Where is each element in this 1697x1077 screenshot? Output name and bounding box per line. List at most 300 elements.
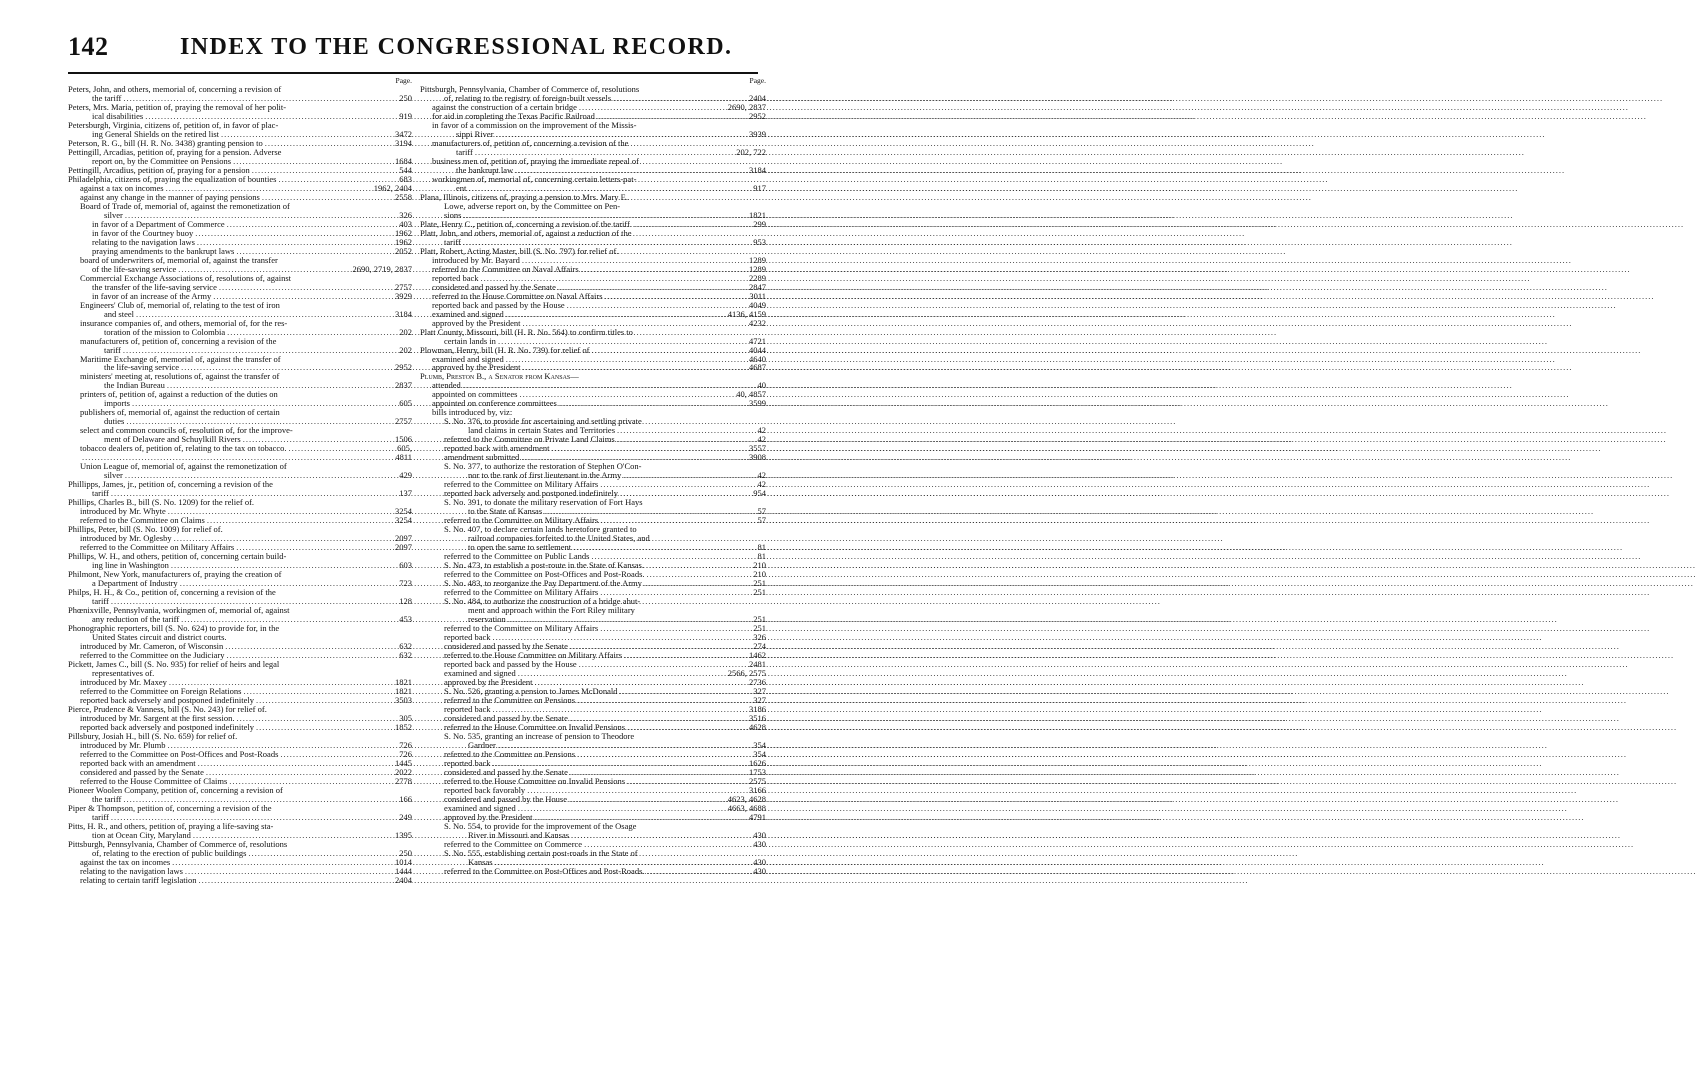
dot-leader — [634, 220, 740, 229]
entry-text: of the life-saving service — [92, 263, 177, 274]
entry-text: a Department of Industry — [92, 578, 178, 589]
entry-page-number: 919 — [399, 110, 412, 121]
entry-text: against the construction of a certain bridge — [432, 101, 577, 112]
dot-leader — [647, 867, 741, 876]
running-title: INDEX TO THE CONGRESSIONAL RECORD. — [180, 34, 733, 60]
entry-page-number: 3472 — [395, 128, 412, 139]
entry-page-number: 1821 — [749, 209, 766, 220]
entry-text: Phillips, Peter, bill (S. No. 1009) for relief of. — [68, 524, 223, 535]
entry-page-number: 3908 — [749, 452, 766, 463]
entry-text: business men of, petition of, praying the immediate repeal of — [432, 155, 640, 166]
entry-text: examined and signed — [432, 353, 504, 364]
entry-page-number: 4721 — [749, 335, 766, 346]
entry-page-number: 40 — [757, 380, 766, 391]
entry-text: S. No. 376, to provide for ascertaining and settling private — [444, 416, 642, 427]
entry-text: S. No. 407, to declare certain lands heretofore granted to — [444, 524, 637, 535]
entry-text: to the State of Kansas — [468, 506, 543, 517]
entry-page-number: 2404 — [749, 92, 766, 103]
entry-page-number: 327 — [753, 694, 766, 705]
entry-page-number: 2757 — [395, 416, 412, 427]
entry-text: tariff — [92, 596, 109, 607]
entry-text: representatives of. — [92, 667, 155, 678]
entry-text: referred to the Committee on Post-Offices and Post-Roads. — [444, 569, 645, 580]
entry-text: reported back and passed by the House — [432, 299, 565, 310]
entry-page-number: 274 — [753, 641, 766, 651]
entry-text: referred to the Committee on Post-Offices and Post-Roads — [80, 748, 279, 759]
entry-page-number: 3194 — [395, 137, 412, 148]
entry-text: any reduction of the tariff — [92, 614, 180, 625]
entry-text: referred to the Committee on Public Lands — [444, 551, 590, 562]
entry-page-number: 251 — [753, 578, 766, 589]
entry-text: S. No. 484, to authorize the construction of a bridge abut- — [444, 596, 641, 607]
entry-text: ministers' meeting at, resolutions of, against the transfer of — [80, 371, 280, 382]
entry-text: referred to the House Committee on Military Affairs — [444, 649, 623, 660]
entry-page-number: 4791 — [749, 811, 766, 822]
entry-page-number: 327 — [753, 685, 766, 696]
entry-text: introduced by Mr. Sargent at the first session. — [80, 712, 235, 723]
entry-text: attended — [432, 380, 461, 391]
entry-page-number: 2289 — [749, 272, 766, 283]
entry-page-number: 2690, 2719, 2837 — [352, 263, 412, 274]
entry-page-number: 2690, 2837 — [727, 101, 766, 112]
entry-text: referred to the House Committee of Claims — [80, 775, 228, 786]
entry-page-number: 3557 — [749, 443, 766, 454]
entry-page-number: 723 — [399, 578, 412, 589]
entry-text: examined and signed — [432, 308, 504, 319]
entry-page-number: 917 — [753, 182, 766, 193]
entry-text: Phœnixville, Pennsylvania, workingmen of, memorial of, against — [68, 605, 290, 616]
entry-text: of, relating to the erection of public buildings — [92, 847, 247, 858]
entry-text: land claims in certain States and Territories — [468, 425, 616, 436]
entry-page-number: 1962 — [395, 227, 412, 238]
dot-leader — [627, 723, 740, 732]
entry-text: approved by the President — [444, 676, 533, 687]
entry-page-number: 251 — [753, 587, 766, 598]
index-entry — [68, 876, 412, 885]
entry-text: referred to the Committee on Pensions — [444, 694, 576, 705]
entry-text: Lowe, adverse report on, by the Committee on Pen- — [444, 200, 621, 211]
entry-text: Phillips, W. H., and others, petition of, concerning certain build- — [68, 551, 287, 562]
entry-text: referred to the House Committee on Naval Affairs — [432, 290, 603, 301]
entry-page-number: 3939 — [749, 128, 766, 139]
entry-text: relating to the navigation laws — [80, 865, 183, 876]
entry-text: tariff — [92, 488, 109, 499]
entry-page-number: 953 — [753, 236, 766, 247]
entry-page-number: 128 — [399, 596, 412, 607]
index-column-right — [420, 76, 766, 1066]
entry-page-number: 1753 — [749, 766, 766, 777]
entry-text: tion at Ocean City, Maryland — [92, 829, 191, 840]
entry-text: Phillipps, James, jr., petition of, concerning a revision of the — [68, 479, 273, 490]
entry-page-number: 1289 — [749, 263, 766, 274]
entry-page-number: 42 — [757, 479, 766, 490]
entry-page-number: 42 — [757, 470, 766, 481]
entry-text: ing General Shields on the retired list — [92, 128, 219, 139]
entry-page-number: 42 — [757, 425, 766, 436]
entry-text: board of underwriters of, memorial of, against the transfer — [80, 254, 278, 265]
entry-text: select and common councils of, resolution of, for the improve- — [80, 425, 293, 436]
entry-page-number: 3929 — [395, 290, 412, 301]
entry-page-number: 2558 — [395, 191, 412, 202]
entry-text: Platt County, Missouri, bill (H. R. No. 564) to confirm titles to — [420, 326, 633, 337]
entry-text: reported back — [444, 703, 491, 714]
entry-text: Pettingill, Arcadias, petition of, praying for a pension. Adverse — [68, 146, 282, 157]
entry-text: against any change in the manner of paying pensions — [80, 191, 260, 202]
entry-page-number: 299 — [753, 218, 766, 229]
entry-text: the bankrupt law — [456, 164, 514, 175]
entry-page-number: 326 — [399, 209, 412, 220]
entry-text: considered and passed by the Senate — [444, 766, 568, 777]
entry-page-number: 2097 — [395, 542, 412, 553]
entry-page-number: 137 — [399, 488, 412, 499]
entry-text: S. No. 526, granting a pension to James McDonald — [444, 685, 618, 696]
entry-text: considered and passed by the Senate — [80, 766, 204, 777]
entry-text: workingmen of, memorial of, concerning certain letters-pat- — [432, 173, 637, 184]
entry-page-number: 544 — [399, 164, 412, 175]
entry-text: the tariff — [92, 92, 122, 103]
entry-page-number: 81 — [757, 542, 766, 553]
entry-text: Platt, John, and others, memorial of, against a reduction of the — [420, 227, 632, 238]
index-entry — [420, 867, 766, 876]
entry-text: S. No. 535, granting an increase of pension to Theodore — [444, 730, 635, 741]
entry-page-number: 1395 — [395, 829, 412, 840]
entry-page-number: 2952 — [395, 362, 412, 373]
entry-page-number: 2778 — [395, 775, 412, 786]
entry-page-number: 403 — [399, 218, 412, 229]
entry-page-number: 2757 — [395, 281, 412, 292]
entry-text: to open the same to settlement — [468, 542, 572, 553]
entry-page-number: 4640 — [749, 353, 766, 364]
entry-page-number: 430 — [753, 865, 766, 876]
entry-text: ment of Delaware and Schuylkill Rivers — [104, 434, 241, 445]
entry-text: introduced by Mr. Bayard — [432, 254, 520, 265]
entry-text: Maritime Exchange of, memorial of, against the transfer of — [80, 353, 281, 364]
entry-page-number: 250 — [399, 92, 412, 103]
entry-text: tariff — [104, 344, 121, 355]
entry-page-number: 3503 — [395, 694, 412, 705]
entry-page-number: 605, — [397, 443, 412, 454]
entry-text: reported back — [444, 757, 491, 768]
entry-text: Philadelphia, citizens of, praying the equalization of bounties — [68, 173, 277, 184]
entry-page-number: 42 — [757, 434, 766, 445]
entry-page-number: 2052 — [395, 245, 412, 256]
entry-text: considered and passed by the Senate — [444, 712, 568, 723]
entry-page-number: 4811 — [395, 452, 412, 463]
entry-page-number: 430 — [753, 838, 766, 849]
entry-text: Philmont, New York, manufacturers of, praying the creation of — [68, 569, 282, 580]
entry-page-number: 1014 — [395, 856, 412, 867]
entry-text: manufacturers of, petition of, concerning a revision of the — [432, 137, 629, 148]
entry-text: certain lands in — [444, 335, 496, 346]
entry-text: referred to the Committee on Private Land Claims — [444, 434, 615, 445]
entry-text: publishers of, memorial of, against the reduction of certain — [80, 407, 280, 418]
entry-text: referred to the House Committee on Invalid Pensions — [444, 775, 626, 786]
entry-text: ent — [456, 182, 467, 193]
entry-text: Piper & Thompson, petition of, concerning a revision of the — [68, 802, 272, 813]
entry-text: S. No. 391, to donate the military reservation of Fort Hays — [444, 497, 643, 508]
entry-page-number: 1289 — [749, 254, 766, 265]
dot-leader — [265, 139, 386, 148]
entry-page-number: 4663, 4688 — [727, 802, 766, 813]
entry-text: the tariff — [92, 793, 122, 804]
entry-text: S. No. 483, to reorganize the Pay Department of the Army — [444, 578, 642, 589]
entry-text: relating to certain tariff legislation — [80, 874, 197, 885]
entry-page-number: 3254 — [395, 506, 412, 517]
entry-text: referred to the Committee on Commerce — [444, 838, 583, 849]
page-number: 142 — [68, 32, 109, 61]
entry-page-number: 430 — [753, 856, 766, 867]
entry-text: tariff — [456, 146, 473, 157]
entry-text: introduced by Mr. Maxey — [80, 676, 167, 687]
entry-text: Plumb, Preston B., a Senator from Kansas— — [420, 371, 579, 382]
dot-leader — [198, 876, 386, 885]
entry-text: introduced by Mr. Whyte — [80, 506, 166, 517]
entry-text: approved by the President — [432, 317, 521, 328]
entry-page-number: 429 — [399, 470, 412, 481]
entry-text: referred to the Committee on Military Affairs — [444, 479, 599, 490]
entry-text: Phonographic reporters, bill (S. No. 624) to provide for, in the — [68, 623, 280, 634]
entry-text: duties — [104, 416, 125, 427]
dot-leader — [256, 696, 386, 705]
entry-page-number: 3186 — [749, 703, 766, 714]
entry-text: appointed on committees — [432, 389, 518, 400]
entry-text: considered and passed by the Senate — [444, 641, 568, 651]
entry-page-number: 4623, 4628 — [727, 793, 766, 804]
entry-page-number: 4044 — [749, 344, 766, 355]
entry-text: Petersburgh, Virginia, citizens of, petition of, in favor of plac- — [68, 119, 279, 130]
entry-page-number: 249 — [399, 811, 412, 822]
entry-text: in favor of a Department of Commerce — [92, 218, 225, 229]
entry-text: referred to the Committee on Post-Offices and Post-Roads. — [444, 865, 645, 876]
entry-text: River in Missouri and Kansas — [468, 829, 570, 840]
entry-text: examined and signed — [444, 802, 516, 813]
entry-text: reservation — [468, 614, 506, 625]
entry-page-number: 603 — [399, 560, 412, 571]
entry-page-number: 2022 — [395, 766, 412, 777]
entry-text: Plana, Illinois, citizens of, praying a pension to Mrs. Mary E. — [420, 191, 628, 202]
entry-text: tobacco dealers of, petition of, relating to the tax on tobacco. — [80, 443, 287, 454]
entry-text: tariff — [444, 236, 461, 247]
entry-text: Philps, H. H., & Co., petition of, concerning a revision of the — [68, 587, 276, 598]
entry-page-number: 2575 — [749, 775, 766, 786]
entry-text: S. No. 555, establishing certain post-roads in the State of — [444, 847, 638, 858]
entry-text: referred to the Committee on the Judiciary — [80, 649, 225, 660]
entry-page-number: 2481 — [749, 658, 766, 669]
entry-page-number: 3254 — [395, 515, 412, 526]
entry-text: referred to the Committee on Military Affairs — [444, 587, 599, 598]
entry-text: reported back — [432, 272, 479, 283]
entry-text: Board of Trade of, memorial of, against the remonetization of — [80, 200, 290, 211]
entry-text: printers of, petition of, against a reduction of the duties on — [80, 389, 278, 400]
entry-text: tariff — [92, 811, 109, 822]
entry-page-number: 4687 — [749, 362, 766, 373]
entry-text: in favor of an increase of the Army — [92, 290, 212, 301]
entry-text: introduced by Mr. Plumb — [80, 739, 166, 750]
entry-page-number: 251 — [753, 614, 766, 625]
entry-text: and steel — [104, 308, 134, 319]
entry-page-number: 202 — [399, 326, 412, 337]
entry-page-number: 2952 — [749, 110, 766, 121]
entry-text: manufacturers of, petition of, concerning a revision of the — [80, 335, 277, 346]
entry-text: imports — [104, 398, 130, 409]
entry-text: S. No. 377, to authorize the restoration of Stephen O'Con- — [444, 461, 642, 472]
entry-text: referred to the Committee on Foreign Relations — [80, 685, 242, 696]
entry-text: Plowman, Henry, bill (H. R. No. 739) for relief of — [420, 344, 590, 355]
entry-page-number: 1444 — [395, 865, 412, 876]
entry-text: in favor of the Courtney buoy — [92, 227, 194, 238]
entry-page-number: 40, 4857 — [736, 389, 766, 400]
entry-text: the Indian Bureau — [104, 380, 165, 391]
entry-text: reported back with an amendment — [80, 757, 196, 768]
entry-page-number: 2566, 2575 — [727, 667, 766, 678]
entry-text: reported back — [444, 632, 491, 643]
entry-text: silver — [104, 470, 123, 481]
entry-text: against the tax on incomes — [80, 856, 171, 867]
entry-text: Pittsburgh, Pennsylvania, Chamber of Commerce of, resolutions — [68, 838, 288, 849]
entry-page-number: 202, 722 — [736, 146, 766, 157]
entry-text: S. No. 473, to establish a post-route in the State of Kansas. — [444, 560, 644, 571]
entry-page-number: 166 — [399, 793, 412, 804]
entry-page-number: 3516 — [749, 712, 766, 723]
entry-text: silver — [104, 209, 123, 220]
entry-text: reported back adversely and postponed indefinitely — [80, 694, 254, 705]
entry-page-number: 2404 — [395, 874, 412, 885]
entry-text: Pioneer Woolen Company, petition of, concerning a revision of — [68, 784, 283, 795]
entry-text: approved by the President — [444, 811, 533, 822]
entry-text: considered and passed by the Senate — [432, 281, 556, 292]
entry-text: the life-saving service — [104, 362, 180, 373]
entry-page-number: 632 — [399, 649, 412, 660]
entry-text: referred to the Committee on Naval Affairs — [432, 263, 579, 274]
entry-page-number: 1962 — [395, 236, 412, 247]
entry-page-number: 81 — [757, 551, 766, 562]
entry-text: relating to the navigation laws — [92, 236, 195, 247]
entry-page-number: 250 — [399, 847, 412, 858]
entry-page-number: 4049 — [749, 299, 766, 310]
entry-text: praying amendments to the bankrupt laws — [92, 245, 235, 256]
entry-text: S. No. 554, to provide for the improvement of the Osage — [444, 820, 637, 831]
entry-text: United States circuit and district courts. — [92, 632, 227, 643]
entry-page-number: 2837 — [395, 380, 412, 391]
entry-page-number: 251 — [753, 623, 766, 634]
entry-text: in favor of a commission on the improvement of the Missis- — [432, 119, 637, 130]
entry-page-number: 1445 — [395, 757, 412, 768]
dot-leader — [207, 516, 386, 525]
entry-text: reported back adversely and postponed indefinitely — [444, 488, 618, 499]
entry-text: sippi River — [456, 128, 494, 139]
entry-page-number: 605 — [399, 398, 412, 409]
dot-leader — [559, 399, 740, 408]
entry-text: introduced by Mr. Oglesby — [80, 533, 172, 544]
entry-page-number: 2736 — [749, 676, 766, 687]
entry-text: of, relating to the registry of foreign-built vessels — [444, 92, 612, 103]
entry-text: toration of the mission to Colombia — [104, 326, 226, 337]
entry-page-number: 210 — [753, 560, 766, 571]
entry-text: referred to the Committee on Military Affairs — [444, 623, 599, 634]
entry-page-number: 4136, 4159 — [727, 308, 766, 319]
entry-page-number: 4232 — [749, 317, 766, 328]
entry-page-number: 4628 — [749, 721, 766, 732]
entry-page-number: 683 — [399, 173, 412, 184]
entry-page-number: 3166 — [749, 784, 766, 795]
entry-text: reported back adversely and postponed indefinitely — [80, 721, 254, 732]
entry-text: reported back and passed by the House — [444, 658, 577, 669]
entry-page-number: 1852 — [395, 721, 412, 732]
entry-page-number: 726 — [399, 739, 412, 750]
entry-page-number: 632 — [399, 641, 412, 651]
entry-text: approved by the President — [432, 362, 521, 373]
entry-page-number: 3599 — [749, 398, 766, 409]
entry-page-number: 210 — [753, 569, 766, 580]
entry-page-number: 453 — [399, 614, 412, 625]
entry-page-number: 1626 — [749, 757, 766, 768]
entry-text: bills introduced by, viz: — [432, 407, 513, 418]
entry-text: amendment submitted — [444, 452, 520, 463]
entry-text: reported back favorably — [444, 784, 526, 795]
entry-page-number: 57 — [757, 506, 766, 517]
page-column-heading: Page. — [395, 76, 412, 85]
entry-page-number: 1462 — [749, 649, 766, 660]
entry-page-number: 2097 — [395, 533, 412, 544]
entry-text: reported back with amendment — [444, 443, 550, 454]
entry-text: considered and passed by the House — [444, 793, 567, 804]
dot-leader — [256, 723, 386, 732]
entry-text: railroad companies forfeited to the United States, and — [468, 533, 650, 544]
entry-page-number: 3184 — [749, 164, 766, 175]
entry-text: referred to the Committee on Pensions — [444, 748, 576, 759]
entry-text: sions — [444, 209, 462, 220]
entry-text: Platt, Robert, Acting Master, bill (S. No. 797) for relief of. — [420, 245, 619, 256]
entry-page-number: 202 — [399, 344, 412, 355]
entry-text: Pickett, James C., bill (S. No. 935) for relief of heirs and legal — [68, 658, 280, 669]
entry-page-number: 726 — [399, 748, 412, 759]
entry-text: ing line in Washington — [92, 560, 169, 571]
entry-page-number: 1684 — [395, 155, 412, 166]
entry-text: nor to the rank of first lieutenant in the Army — [468, 470, 622, 481]
entry-text: for aid in completing the Texas Pacific Railroad — [432, 110, 595, 121]
entry-text: Kansas — [468, 856, 493, 867]
entry-text: Phillips, Charles B., bill (S. No. 1209) for the relief of. — [68, 497, 255, 508]
page-column-heading: Page. — [749, 76, 766, 85]
entry-page-number: 430 — [753, 829, 766, 840]
entry-text: Pettingill, Arcadius, petition of, praying for a pension — [68, 164, 250, 175]
entry-text: Peterson, R. G., bill (H. R. No. 3438) granting pension to — [68, 137, 263, 148]
entry-page-number: 1962, 2404 — [373, 182, 412, 193]
entry-text: Pillsbury, Josiah H., bill (S. No. 659) for relief of. — [68, 730, 238, 741]
entry-page-number: 2847 — [749, 281, 766, 292]
entry-text: insurance companies of, and others, memorial of, for the res- — [80, 317, 288, 328]
entry-page-number: 3011 — [749, 290, 766, 301]
entry-text: Peters, John, and others, memorial of, concerning a revision of — [68, 83, 282, 94]
entry-text: Pierce, Prudence & Vanness, bill (S. No. 243) for relief of. — [68, 703, 267, 714]
entry-text: introduced by Mr. Cameron, of Wisconsin — [80, 641, 224, 651]
entry-text: Peters, Mrs. Maria, petition of, praying the removal of her polit- — [68, 101, 287, 112]
entry-page-number: 354 — [753, 748, 766, 759]
entry-text: referred to the House Committee on Invalid Pensions — [444, 721, 626, 732]
entry-page-number: 3184 — [395, 308, 412, 319]
page-header — [68, 28, 758, 74]
entry-text: Plate, Henry C., petition of, concerning a revision of the tariff. — [420, 218, 633, 229]
entry-text: against a tax on incomes — [80, 182, 164, 193]
entry-page-number: 954 — [753, 488, 766, 499]
entry-text: Commercial Exchange Associations of, resolutions of, against — [80, 272, 292, 283]
entry-text: Pittsburgh, Pennsylvania, Chamber of Commerce of, resolutions — [420, 83, 640, 94]
entry-text: the transfer of the life-saving service — [92, 281, 217, 292]
entry-page-number: 1506 — [395, 434, 412, 445]
entry-text: Union League of, memorial of, against the remonetization of — [80, 461, 287, 472]
entry-page-number: 57 — [757, 515, 766, 526]
entry-text: referred to the Committee on Military Affairs — [444, 515, 599, 526]
